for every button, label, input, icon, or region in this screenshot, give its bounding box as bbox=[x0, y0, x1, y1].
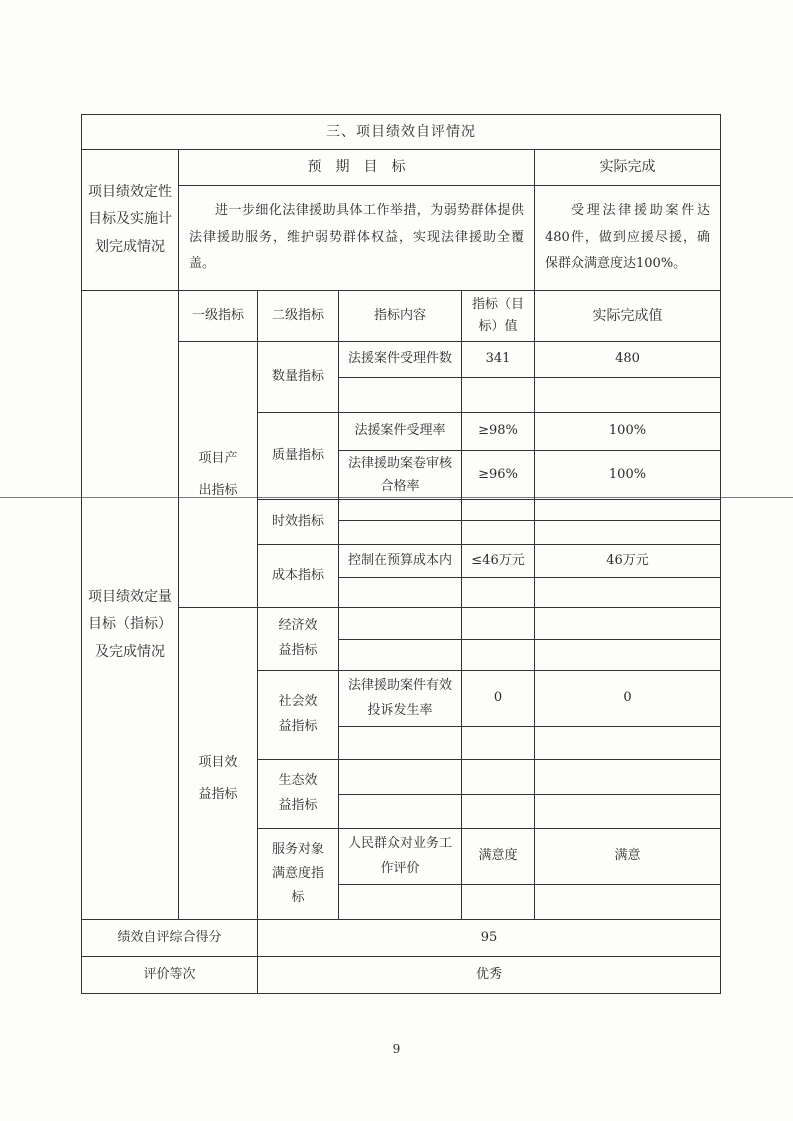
score-value: 95 bbox=[257, 919, 721, 957]
quant-row-label: 项目绩效定量目标（指标）及完成情况 bbox=[81, 290, 179, 920]
economic-empty-2b bbox=[461, 639, 535, 671]
quality-actual-1: 100% bbox=[534, 412, 721, 451]
social-content: 法律援助案件有效投诉发生率 bbox=[338, 670, 462, 727]
quantity-target: 341 bbox=[461, 341, 535, 378]
cost-empty-c bbox=[534, 577, 721, 608]
quality-content-2: 法律援助案卷审核合格率 bbox=[338, 450, 462, 500]
social-empty-a bbox=[338, 726, 462, 760]
qual-row-label: 项目绩效定性目标及实施计划完成情况 bbox=[81, 149, 179, 291]
actual-header: 实际完成 bbox=[534, 149, 721, 186]
level2-cost: 成本指标 bbox=[257, 544, 339, 608]
cost-empty-a bbox=[338, 577, 462, 608]
social-empty-b bbox=[461, 726, 535, 760]
quality-target-2: ≥96% bbox=[461, 450, 535, 500]
level2-quantity: 数量指标 bbox=[257, 341, 339, 413]
page-number: 9 bbox=[392, 1042, 401, 1056]
score-label: 绩效自评综合得分 bbox=[81, 919, 258, 957]
timeliness-empty-2c bbox=[534, 520, 721, 545]
level2-ecological: 生态效益指标 bbox=[257, 759, 339, 829]
quantity-empty-content bbox=[338, 377, 462, 413]
economic-empty-2a bbox=[338, 639, 462, 671]
satisfaction-empty-c bbox=[534, 884, 721, 920]
quantity-actual: 480 bbox=[534, 341, 721, 378]
level2-timeliness: 时效指标 bbox=[257, 499, 339, 545]
quantity-empty-target bbox=[461, 377, 535, 413]
ecological-empty-2b bbox=[461, 794, 535, 829]
timeliness-empty-1a bbox=[338, 499, 462, 521]
level1-benefit: 项目效益指标 bbox=[178, 607, 258, 920]
ecological-empty-1c bbox=[534, 759, 721, 795]
satisfaction-target: 满意度 bbox=[461, 828, 535, 885]
quality-target-1: ≥98% bbox=[461, 412, 535, 451]
section-title: 三、项目绩效自评情况 bbox=[81, 114, 721, 150]
header-actual: 实际完成值 bbox=[534, 290, 721, 342]
quantity-empty-actual bbox=[534, 377, 721, 413]
timeliness-empty-1c bbox=[534, 499, 721, 521]
actual-text: 受理法律援助案件达480件，做到应援尽援，确保群众满意度达100%。 bbox=[534, 185, 721, 291]
social-empty-c bbox=[534, 726, 721, 760]
cost-actual: 46万元 bbox=[534, 544, 721, 578]
level2-economic: 经济效益指标 bbox=[257, 607, 339, 671]
ecological-empty-1b bbox=[461, 759, 535, 795]
satisfaction-empty-a bbox=[338, 884, 462, 920]
level2-satisfaction: 服务对象满意度指标 bbox=[257, 828, 339, 920]
ecological-empty-1a bbox=[338, 759, 462, 795]
economic-empty-1c bbox=[534, 607, 721, 640]
quality-content-1: 法援案件受理率 bbox=[338, 412, 462, 451]
header-level2: 二级指标 bbox=[257, 290, 339, 342]
satisfaction-content: 人民群众对业务工作评价 bbox=[338, 828, 462, 885]
level1-output: 项目产出指标 bbox=[178, 341, 258, 608]
quality-actual-2: 100% bbox=[534, 450, 721, 500]
satisfaction-actual: 满意 bbox=[534, 828, 721, 885]
cost-empty-b bbox=[461, 577, 535, 608]
header-target: 指标（目标）值 bbox=[461, 290, 535, 342]
level2-quality: 质量指标 bbox=[257, 412, 339, 500]
social-actual: 0 bbox=[534, 670, 721, 727]
ecological-empty-2c bbox=[534, 794, 721, 829]
economic-empty-1a bbox=[338, 607, 462, 640]
social-target: 0 bbox=[461, 670, 535, 727]
expected-header: 预 期 目 标 bbox=[178, 149, 535, 186]
level2-social: 社会效益指标 bbox=[257, 670, 339, 760]
economic-empty-1b bbox=[461, 607, 535, 640]
cost-target: ≤46万元 bbox=[461, 544, 535, 578]
economic-empty-2c bbox=[534, 639, 721, 671]
expected-text: 进一步细化法律援助具体工作举措，为弱势群体提供法律援助服务，维护弱势群体权益，实现法律援助全覆盖。 bbox=[178, 185, 535, 291]
header-level1: 一级指标 bbox=[178, 290, 258, 342]
ecological-empty-2a bbox=[338, 794, 462, 829]
grade-label: 评价等次 bbox=[81, 956, 258, 994]
timeliness-empty-1b bbox=[461, 499, 535, 521]
cost-content: 控制在预算成本内 bbox=[338, 544, 462, 578]
header-content: 指标内容 bbox=[338, 290, 462, 342]
timeliness-empty-2b bbox=[461, 520, 535, 545]
timeliness-empty-2a bbox=[338, 520, 462, 545]
satisfaction-empty-b bbox=[461, 884, 535, 920]
quantity-content: 法援案件受理件数 bbox=[338, 341, 462, 378]
grade-value: 优秀 bbox=[257, 956, 721, 994]
